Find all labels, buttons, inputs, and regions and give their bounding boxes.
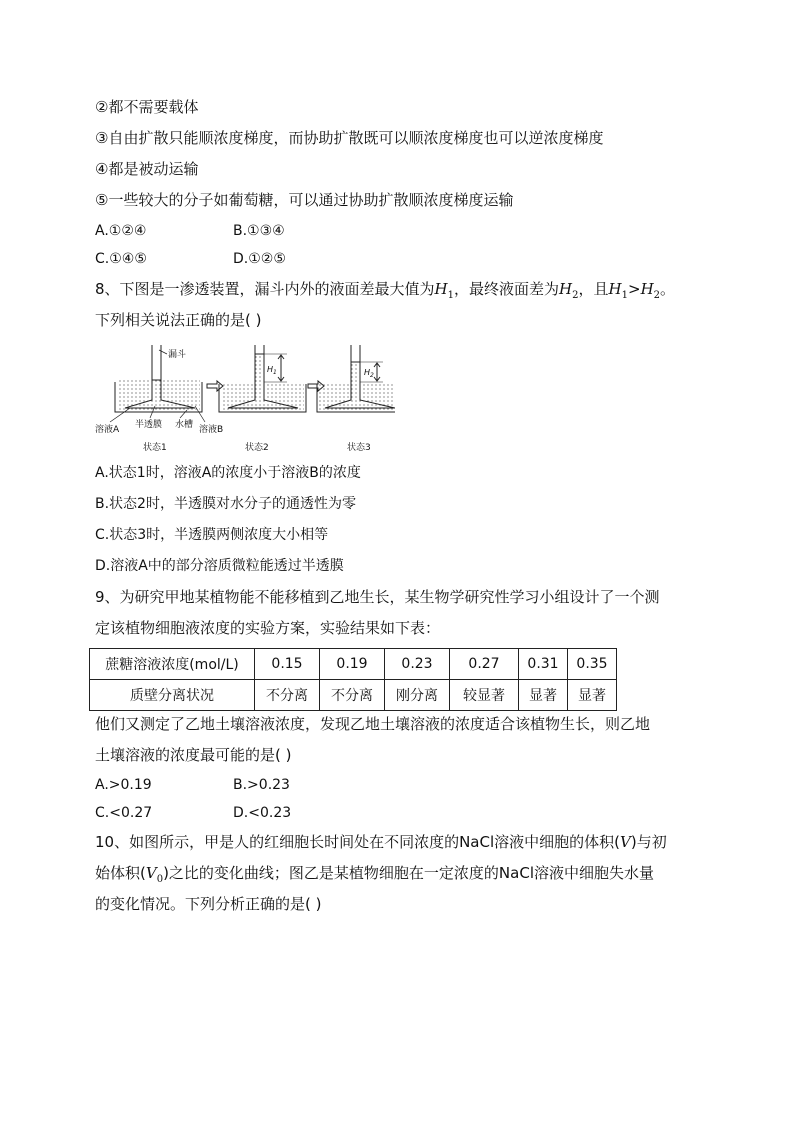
q8-option-b: B.状态2时，半透膜对水分子的通透性为零 [95, 496, 356, 512]
table-header-cell: 质壁分离状况 [90, 680, 255, 711]
table-cell: 显著 [519, 680, 568, 711]
q8-option-d: D.溶液A中的部分溶质微粒能透过半透膜 [95, 558, 344, 574]
q10-stem-line2 [95, 863, 654, 890]
label-state3: 状态3 [347, 443, 371, 453]
table-cell: 较显著 [450, 680, 519, 711]
osmosis-diagram [95, 340, 395, 455]
q9-stem-line2: 定该植物细胞液浓度的实验方案，实验结果如下表： [95, 619, 441, 637]
label-solution-b: 溶液B [199, 425, 224, 435]
q7-option-a: A.①②④ [95, 223, 147, 239]
table-cell: 0.15 [255, 649, 320, 680]
state3-apparatus [317, 345, 395, 412]
q9-option-c: C.<0.27 [95, 805, 153, 821]
table-cell: 刚分离 [385, 680, 450, 711]
q8-h1-symbol-2: H [608, 280, 622, 298]
q7-option-d: D.①②⑤ [233, 251, 286, 267]
table-cell: 不分离 [320, 680, 385, 711]
state2-apparatus [219, 345, 306, 412]
q9-option-b: B.>0.23 [233, 777, 290, 793]
q7-item-4: ④都是被动运输 [95, 160, 199, 178]
q8-stem-line1: 8、下图是一渗透装置，漏斗内外的液面差最大值为$H_1$，最终液面差为$H_2$，且$H_1>H_2$。 [95, 280, 676, 301]
q7-option-c: C.①④⑤ [95, 251, 147, 267]
q9-option-a: A.>0.19 [95, 777, 152, 793]
q7-option-b: B.①③④ [233, 223, 285, 239]
q10-stem-line3: 的变化情况。下列分析正确的是( ) [95, 895, 322, 913]
table-cell: 0.27 [450, 649, 519, 680]
q10-stem-part-b: )与初 [630, 833, 667, 851]
table-cell: 显著 [568, 680, 617, 711]
q10-v-symbol: V [620, 833, 631, 851]
q8-h2-sub: 2 [572, 290, 579, 301]
q9-stem-line4: 土壤溶液的浓度最可能的是( ) [95, 746, 292, 764]
label-funnel: 漏斗 [168, 350, 187, 360]
q8-h1-sub: 1 [447, 290, 455, 301]
table-cell: 0.35 [568, 649, 617, 680]
q9-results-table [89, 648, 617, 711]
label-h1: $H_1$ [267, 365, 277, 376]
table-cell: 0.19 [320, 649, 385, 680]
q8-stem-line2: 下列相关说法正确的是( ) [95, 311, 262, 329]
q8-compare-sign: > [627, 280, 641, 298]
label-h2: $H_2$ [364, 368, 374, 379]
label-tank: 水槽 [175, 420, 194, 430]
q7-item-3: ③自由扩散只能顺浓度梯度，而协助扩散既可以顺浓度梯度也可以逆浓度梯度 [95, 129, 604, 147]
q9-stem-line1: 9、为研究甲地某植物能不能移植到乙地生长，某生物学研究性学习小组设计了一个测 [95, 588, 660, 606]
table-cell: 0.23 [385, 649, 450, 680]
q8-stem-part-c: ，且 [578, 280, 609, 298]
q10-stem-part-c: 始体积( [95, 864, 146, 882]
q8-h1-sub-2: 1 [621, 290, 628, 301]
label-state2: 状态2 [245, 443, 269, 453]
label-state1: 状态1 [143, 443, 167, 453]
table-cell: 不分离 [255, 680, 320, 711]
q10-stem-part-d: )之比的变化曲线；图乙是某植物细胞在一定浓度的NaCl溶液中细胞失水量 [163, 864, 654, 882]
state1-apparatus [115, 345, 202, 412]
q10-v0-sub: 0 [156, 874, 164, 885]
arrow-icon [207, 381, 223, 391]
table-header-cell: 蔗糖溶液浓度(mol/L) [90, 649, 255, 680]
q7-item-2: ②都不需要载体 [95, 98, 199, 116]
q8-h2-symbol-2: H [640, 280, 654, 298]
q8-h2-sub-2: 2 [653, 290, 661, 301]
q7-item-5: ⑤一些较大的分子如葡萄糖，可以通过协助扩散顺浓度梯度运输 [95, 191, 514, 209]
q8-stem-part-b: ，最终液面差为 [454, 280, 560, 298]
q9-stem-line3: 他们又测定了乙地土壤溶液浓度，发现乙地土壤溶液的浓度适合该植物生长，则乙地 [95, 715, 651, 733]
q8-option-c: C.状态3时，半透膜两侧浓度大小相等 [95, 527, 329, 543]
table-row [90, 649, 617, 680]
q8-stem-part-a: 8、下图是一渗透装置，漏斗内外的液面差最大值为 [95, 280, 435, 298]
table-row [90, 680, 617, 711]
q8-option-a: A.状态1时，溶液A的浓度小于溶液B的浓度 [95, 465, 361, 481]
label-membrane: 半透膜 [135, 420, 163, 430]
q8-h1-symbol: H [434, 280, 448, 298]
q10-stem-line1 [95, 832, 667, 852]
q10-stem-part-a: 10、如图所示，甲是人的红细胞长时间处在不同浓度的NaCl溶液中细胞的体积( [95, 833, 620, 851]
q8-h2-symbol: H [559, 280, 573, 298]
q9-option-d: D.<0.23 [233, 805, 292, 821]
label-solution-a: 溶液A [95, 425, 120, 435]
q10-v0-symbol: V [145, 864, 157, 882]
table-cell: 0.31 [519, 649, 568, 680]
